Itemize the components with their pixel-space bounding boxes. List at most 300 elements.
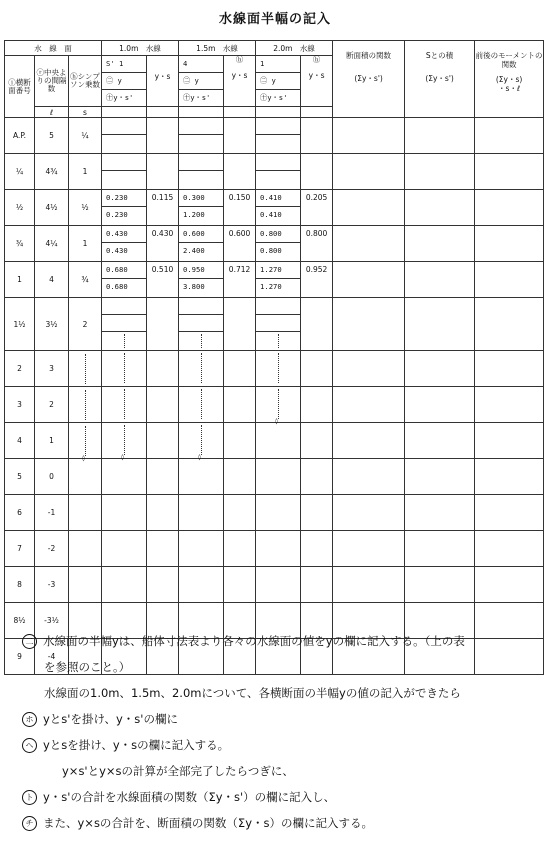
wl1-value: [102, 171, 146, 187]
dotted-line: [278, 389, 279, 419]
wl1-value: 0.430: [106, 246, 128, 255]
wl2-product-cell: [179, 298, 224, 351]
header-l-symbol: ℓ: [35, 107, 69, 118]
wl3-product-cell: [256, 387, 301, 423]
wl2-value: 1.200: [183, 210, 205, 219]
area-fn-cell: [333, 423, 405, 459]
wl2-value: 0.600: [179, 226, 223, 243]
dotted-guide: [179, 351, 223, 385]
dotted-guide: [102, 387, 146, 421]
wl1-ys-cell: [147, 495, 179, 531]
wl1-value: [102, 135, 146, 151]
dotted-guide: [179, 332, 223, 350]
wl1-product-cell: [102, 459, 147, 495]
station-cell: 9: [5, 639, 35, 675]
table-row: [5, 154, 544, 190]
wl3-value: 0.800: [260, 246, 282, 255]
area-fn-cell: [333, 387, 405, 423]
wl3-ys-cell: [301, 387, 333, 423]
dotted-line: [85, 390, 86, 420]
note-6-text: y・s'の合計を水線面積の関数（Σy・s'）の欄に記入し、: [43, 790, 336, 804]
dotted-guide: [69, 424, 101, 462]
wl1-product-cell: [102, 351, 147, 387]
wl2-ys-mark: ⓗ: [235, 55, 244, 64]
wl3-ys-label: y・s: [308, 71, 325, 80]
station-cell: 6: [5, 495, 35, 531]
wl2-ys-cell: 0.712: [224, 262, 256, 298]
wl3-value: 0.410: [260, 210, 282, 219]
simpson-cell: [69, 423, 102, 462]
wl3-head: [256, 56, 301, 107]
dist-cell: 4¼: [35, 226, 69, 262]
moment-cell: [475, 154, 544, 190]
simpson-cell: [69, 459, 102, 495]
wl2-ys-label: y・s: [231, 71, 248, 80]
s-product-cell: [405, 459, 475, 495]
wl2-sprime: 4: [179, 56, 223, 73]
wl2-product-cell: [179, 226, 224, 262]
note-4: [22, 734, 229, 756]
wl2-ys-cell: 0.600: [224, 226, 256, 262]
s-product-cell: [405, 351, 475, 387]
wl3-product-cell: [256, 567, 301, 603]
wl1-product-cell: [102, 567, 147, 603]
dotted-line: [124, 425, 125, 455]
wl1-ys-cell: [147, 423, 179, 459]
dist-cell: -3: [35, 567, 69, 603]
dist-cell: 4: [35, 262, 69, 298]
area-fn-cell: [333, 298, 405, 351]
wl1-value: [102, 118, 146, 135]
dotted-line: [85, 354, 86, 384]
wl3-value: 1.270: [256, 262, 300, 279]
moment-sub-label: ・s・ℓ: [498, 84, 521, 93]
moment-cell: [475, 262, 544, 298]
wl2-value: 2.400: [183, 246, 205, 255]
dist-cell: -1: [35, 495, 69, 531]
wl3-value: [256, 315, 300, 332]
wl1-value: 0.230: [106, 210, 128, 219]
wl1-product-cell: [102, 262, 147, 298]
wl2-product-cell: [179, 118, 224, 154]
wl2-ys-cell: [224, 298, 256, 351]
dist-cell: -3½: [35, 603, 69, 639]
s-sum-label: (Σy・s'): [425, 74, 454, 83]
wl3-product-cell: [256, 459, 301, 495]
wl3-ys-cell: [301, 567, 333, 603]
wl1-ys-label: y・s: [154, 72, 171, 81]
station-cell: 8: [5, 567, 35, 603]
dotted-guide: [102, 332, 146, 350]
s-product-cell: [405, 190, 475, 226]
wl3-ys-cell: [301, 495, 333, 531]
wl3-value: 0.800: [256, 226, 300, 243]
dotted-line: [201, 353, 202, 383]
arrow-icon: ◊: [198, 454, 201, 461]
wl2-product-cell: [179, 190, 224, 226]
simpson-cell: 1: [69, 226, 102, 262]
dotted-line: [201, 425, 202, 455]
wl3-ys-cell: [301, 154, 333, 190]
wl1-sprime: S' 1: [102, 56, 146, 73]
wl1-ys-cell: [147, 351, 179, 387]
station-cell: 7: [5, 531, 35, 567]
wl1-value: [102, 154, 146, 171]
dotted-line: [201, 389, 202, 419]
wl1-ys-cell: 0.430: [147, 226, 179, 262]
note-6: [22, 786, 335, 808]
s-product-cell: [405, 531, 475, 567]
area-fn-cell: [333, 351, 405, 387]
moment-cell: [475, 190, 544, 226]
wl3-product-cell: [256, 423, 301, 459]
wl1-value: 0.230: [102, 190, 146, 207]
moment-cell: [475, 298, 544, 351]
dist-cell: 3: [35, 351, 69, 387]
wl2-product-cell: [179, 423, 224, 459]
note-7-text: また、y×sの合計を、断面積の関数（Σy・s）の欄に記入する。: [43, 816, 373, 830]
s-product-cell: [405, 154, 475, 190]
wl1-ys-cell: [147, 154, 179, 190]
s-product-cell: [405, 567, 475, 603]
dist-cell: 1: [35, 423, 69, 459]
wl3-ys-cell: [301, 298, 333, 351]
wl3-ys-cell: [301, 459, 333, 495]
dist-cell: -4: [35, 639, 69, 675]
table-row: [5, 495, 544, 531]
simpson-cell: ¾: [69, 262, 102, 298]
wl3-ys-mark: ⓗ: [312, 55, 321, 64]
dist-cell: 4¾: [35, 154, 69, 190]
wl3-value: 0.410: [256, 190, 300, 207]
wl3-ys-cell: [301, 118, 333, 154]
wl1-value: [102, 315, 146, 332]
wl3-product-cell: [256, 495, 301, 531]
wl2-product-cell: [179, 459, 224, 495]
wl2-value: 3.800: [183, 282, 205, 291]
dotted-line: [201, 334, 202, 348]
wl3-product-cell: [256, 531, 301, 567]
header-s-product: [405, 41, 475, 118]
simpson-cell: ¼: [69, 118, 102, 154]
simpson-cell: [69, 567, 102, 603]
wl1-ysprime: ㊉y・s': [106, 93, 134, 102]
header-wl2: 1.5m 水線: [179, 41, 256, 56]
wl2-y: ㊁ y: [179, 73, 223, 90]
header-area-fn: [333, 41, 405, 118]
dist-cell: 5: [35, 118, 69, 154]
dist-cell: 2: [35, 387, 69, 423]
wl2-ys-cell: [224, 118, 256, 154]
wl3-product-cell: [256, 190, 301, 226]
header-station: ⓘ横断面番号: [5, 56, 35, 118]
wl3-value: [256, 154, 300, 171]
note-6-marker: ト: [22, 790, 37, 805]
wl1-head: [102, 56, 147, 107]
wl3-value: [256, 171, 300, 187]
wl3-ys-head: [301, 56, 333, 107]
wl2-value: [179, 315, 223, 332]
header-wl3: 2.0m 水線: [256, 41, 333, 56]
wl3-ys-cell: 0.205: [301, 190, 333, 226]
note-7-marker: チ: [22, 816, 37, 831]
simpson-cell: 2: [69, 298, 102, 351]
table-row: [5, 262, 544, 298]
station-cell: 5: [5, 459, 35, 495]
wl2-ys-cell: [224, 567, 256, 603]
wl2-ys-head: [224, 56, 256, 107]
note-3-text: yとs'を掛け、y・s'の欄に: [43, 712, 178, 726]
dist-cell: 0: [35, 459, 69, 495]
wl1-product-cell: [102, 531, 147, 567]
note-5: y×s'とy×sの計算が全部完了したらつぎに、: [62, 764, 294, 778]
waterline-table: [4, 40, 544, 675]
wl2-ys-cell: [224, 423, 256, 459]
wl3-ys-cell: [301, 423, 333, 459]
area-fn-cell: [333, 226, 405, 262]
wl1-ys-cell: [147, 459, 179, 495]
s-product-label: Sとの積: [425, 51, 454, 60]
wl3-value: [256, 135, 300, 151]
dist-cell: 3½: [35, 298, 69, 351]
note-1-text: 水線面の半幅yは、船体寸法表より各々の水線面の値をyの欄に記入する。（上の表: [43, 634, 465, 648]
area-fn-cell: [333, 531, 405, 567]
dotted-guide: [69, 352, 101, 386]
wl2-ys-cell: [224, 459, 256, 495]
wl3-value: [256, 298, 300, 315]
table-row: [5, 118, 544, 154]
wl2-value: [179, 298, 223, 315]
page-title: 水線面半幅の記入: [218, 12, 331, 27]
s-product-cell: [405, 298, 475, 351]
simpson-cell: [69, 495, 102, 531]
wl2-ys-cell: [224, 351, 256, 387]
wl1-product-cell: [102, 118, 147, 154]
wl3-ys-cell: [301, 531, 333, 567]
header-s-symbol: s: [69, 107, 102, 118]
wl1-ys-cell: 0.115: [147, 190, 179, 226]
wl3-ys-cell: [301, 351, 333, 387]
arrow-icon: ◊: [121, 454, 124, 461]
simpson-cell: 1: [69, 154, 102, 190]
table-row: [5, 226, 544, 262]
wl1-product-cell: [102, 154, 147, 190]
table-row: [5, 298, 544, 351]
wl2-value: [179, 171, 223, 187]
wl2-value: [179, 154, 223, 171]
simpson-cell: [69, 351, 102, 387]
wl2-value: 0.300: [179, 190, 223, 207]
wl1-ys-cell: [147, 387, 179, 423]
note-7: [22, 812, 373, 834]
arrow-icon: ◊: [82, 454, 85, 462]
simpson-cell: [69, 387, 102, 423]
wl2-value: [179, 118, 223, 135]
wl1-ys-cell: [147, 118, 179, 154]
wl3-ysprime: ㊉y・s': [260, 93, 288, 102]
moment-cell: [475, 387, 544, 423]
station-cell: 8½: [5, 603, 35, 639]
arrow-icon: ◊: [275, 418, 279, 425]
wl2-product-cell: [179, 387, 224, 423]
wl3-value: [256, 118, 300, 135]
simpson-cell: ½: [69, 190, 102, 226]
dotted-guide: [256, 351, 300, 385]
wl1-value: 0.430: [102, 226, 146, 243]
note-3-marker: ホ: [22, 712, 37, 727]
dotted-guide: [256, 332, 300, 350]
station-cell: 1½: [5, 298, 35, 351]
moment-cell: [475, 423, 544, 459]
wl2-product-cell: [179, 351, 224, 387]
wl1-product-cell: [102, 190, 147, 226]
moment-cell: [475, 351, 544, 387]
moment-cell: [475, 226, 544, 262]
s-product-cell: [405, 495, 475, 531]
dotted-guide: [179, 387, 223, 421]
table-row: [5, 459, 544, 495]
wl3-product-cell: [256, 118, 301, 154]
header-simpson: ⓗシンプソン乗数: [69, 56, 102, 107]
wl2-product-cell: [179, 154, 224, 190]
note-1-marker: 二: [22, 634, 37, 649]
wl1-value: 0.680: [102, 262, 146, 279]
moment-label: 前後のモーメントの関数: [475, 51, 543, 69]
wl2-head: [179, 56, 224, 107]
wl2-product-cell: [179, 531, 224, 567]
dotted-line: [278, 353, 279, 383]
wl3-ys-cell: 0.952: [301, 262, 333, 298]
moment-cell: [475, 531, 544, 567]
wl2-product-cell: [179, 495, 224, 531]
wl2-ys-cell: [224, 387, 256, 423]
wl3-value: 1.270: [260, 282, 282, 291]
wl1-product-cell: [102, 226, 147, 262]
wl2-value: 0.950: [179, 262, 223, 279]
moment-cell: [475, 459, 544, 495]
station-cell: 3: [5, 387, 35, 423]
moment-sum-label: (Σy・s): [495, 75, 523, 84]
wl1-ys-cell: 0.510: [147, 262, 179, 298]
wl1-value: 0.680: [106, 282, 128, 291]
note-2: 水線面の1.0m、1.5m、2.0mについて、各横断面の半幅yの値の記入ができたら: [44, 686, 461, 700]
table-row: [5, 567, 544, 603]
wl1-product-cell: [102, 423, 147, 459]
area-fn-cell: [333, 567, 405, 603]
area-fn-label: 断面積の関数: [346, 51, 392, 60]
wl3-product-cell: [256, 154, 301, 190]
dotted-line: [85, 426, 86, 456]
table-row: [5, 351, 544, 387]
s-product-cell: [405, 118, 475, 154]
dotted-line: [124, 353, 125, 383]
station-cell: ¼: [5, 154, 35, 190]
wl1-product-cell: [102, 298, 147, 351]
wl2-ys-cell: 0.150: [224, 190, 256, 226]
moment-cell: [475, 603, 544, 639]
s-product-cell: [405, 423, 475, 459]
area-sum-label: (Σy・s'): [354, 74, 383, 83]
note-3: [22, 708, 178, 730]
dist-cell: -2: [35, 531, 69, 567]
area-fn-cell: [333, 495, 405, 531]
area-fn-cell: [333, 459, 405, 495]
area-fn-cell: [333, 154, 405, 190]
note-1b: を参照のこと。）: [44, 660, 131, 674]
wl1-product-cell: [102, 387, 147, 423]
wl2-product-cell: [179, 567, 224, 603]
s-product-cell: [405, 226, 475, 262]
moment-cell: [475, 118, 544, 154]
moment-cell: [475, 567, 544, 603]
wl3-product-cell: [256, 226, 301, 262]
wl1-ys-cell: [147, 531, 179, 567]
dotted-guide: [102, 423, 146, 461]
wl2-value: [179, 135, 223, 151]
wl2-ysprime: ㊉y・s': [183, 93, 211, 102]
wl2-product-cell: [179, 262, 224, 298]
wl3-product-cell: [256, 298, 301, 351]
wl1-ys-head: [147, 56, 179, 107]
note-4-text: yとsを掛け、y・sの欄に記入する。: [43, 738, 230, 752]
moment-cell: [475, 639, 544, 675]
dist-cell: 4½: [35, 190, 69, 226]
wl3-y: ㊁ y: [256, 73, 300, 90]
note-1: [22, 630, 465, 652]
wl1-ys-cell: [147, 298, 179, 351]
dotted-line: [124, 389, 125, 419]
wl2-ys-cell: [224, 154, 256, 190]
header-wl1: 1.0m 水線: [102, 41, 179, 56]
station-cell: 1: [5, 262, 35, 298]
dotted-guide: [256, 423, 300, 457]
wl1-y: ㊁ y: [102, 73, 146, 90]
station-cell: 2: [5, 351, 35, 387]
wl2-ys-cell: [224, 531, 256, 567]
station-cell: ½: [5, 190, 35, 226]
station-cell: ¾: [5, 226, 35, 262]
table-row: [5, 531, 544, 567]
wl1-ys-cell: [147, 567, 179, 603]
wl3-sprime: 1: [256, 56, 300, 73]
s-product-cell: [405, 387, 475, 423]
dotted-guide: [256, 387, 300, 425]
wl3-ys-cell: 0.800: [301, 226, 333, 262]
table-row: [5, 423, 544, 459]
dotted-line: [124, 334, 125, 348]
header-dist: ⓡ中央よりの間隔数: [35, 56, 69, 107]
wl3-product-cell: [256, 262, 301, 298]
moment-cell: [475, 495, 544, 531]
area-fn-cell: [333, 190, 405, 226]
s-product-cell: [405, 262, 475, 298]
note-4-marker: ヘ: [22, 738, 37, 753]
dotted-line: [278, 334, 279, 348]
area-fn-cell: [333, 118, 405, 154]
dotted-guide: [69, 388, 101, 422]
dotted-guide: [102, 351, 146, 385]
wl1-product-cell: [102, 495, 147, 531]
table-row: [5, 190, 544, 226]
dotted-guide: [179, 423, 223, 461]
station-cell: A.P.: [5, 118, 35, 154]
table-row: [5, 387, 544, 423]
station-cell: 4: [5, 423, 35, 459]
wl3-product-cell: [256, 351, 301, 387]
wl2-ys-cell: [224, 495, 256, 531]
simpson-cell: [69, 531, 102, 567]
header-moment: [475, 41, 544, 118]
